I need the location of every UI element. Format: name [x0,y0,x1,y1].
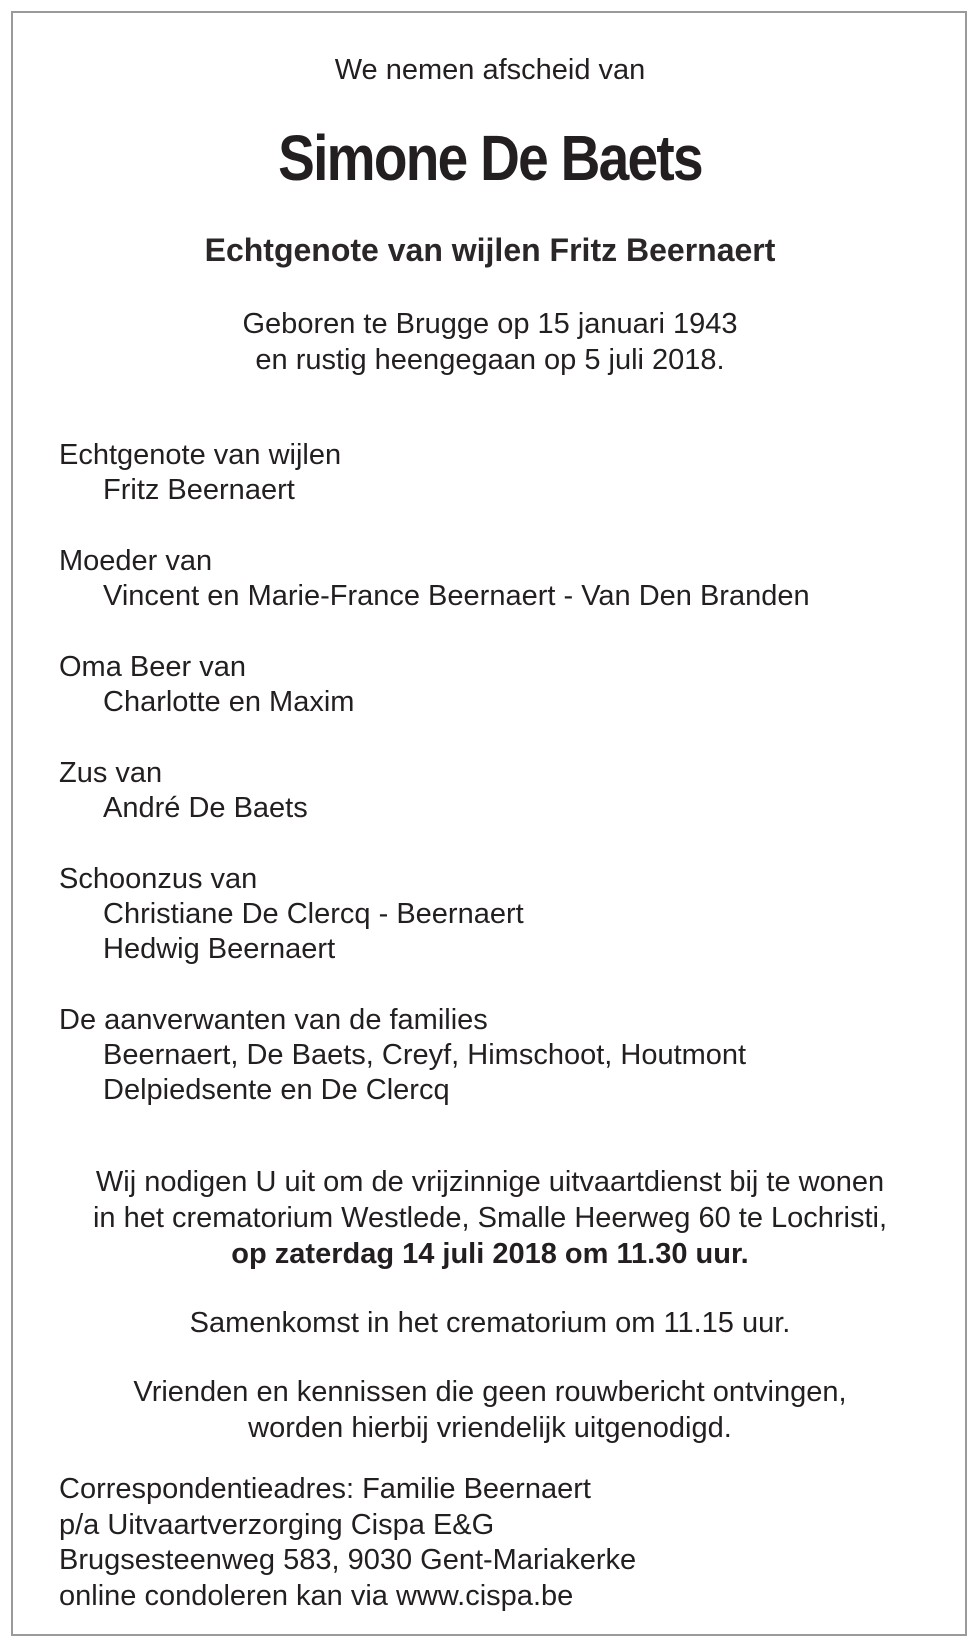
relation-name: Christiane De Clercq - Beernaert [103,898,524,930]
spouse-subtitle: Echtgenote van wijlen Fritz Beernaert [204,232,776,268]
relation-heading: Schoonzus van [59,863,258,895]
funeral-invitation [0,1164,980,1272]
invitation-line: Wij nodigen U uit om de vrijzinnige uitvaartdienst bij te wonen [95,1166,885,1198]
relation-name: André De Baets [103,792,308,824]
relation-name: Vincent en Marie-France Beernaert - Van Den Branden [103,580,810,612]
intro-text: We nemen afscheid van [334,54,646,86]
invitation-date: op zaterdag 14 juli 2018 om 11.30 uur. [231,1238,749,1270]
birth-line: Geboren te Brugge op 15 januari 1943 [242,308,738,340]
relation-heading: Zus van [59,757,163,789]
deceased-name: Simone De Baets [278,122,702,194]
relation-heading: De aanverwanten van de families [59,1004,488,1036]
family-relations [59,438,810,1144]
relation-name: Beernaert, De Baets, Creyf, Himschoot, Houtmont [103,1039,747,1071]
relation-name: Charlotte en Maxim [103,686,355,718]
meeting-text: Samenkomst in het crematorium om 11.15 uur. [189,1307,791,1339]
relation-sister [59,756,810,826]
birth-death-text [0,306,980,378]
correspondence-address [59,1472,636,1614]
correspondence-line: Correspondentieadres: Familie Beernaert [59,1473,591,1505]
correspondence-line: p/a Uitvaartverzorging Cispa E&G [59,1508,495,1541]
relation-name: Fritz Beernaert [103,474,295,506]
relation-mother [59,544,810,614]
relation-name: Hedwig Beernaert [103,933,336,965]
friends-text [0,1374,980,1446]
correspondence-line: Brugsesteenweg 583, 9030 Gent-Mariakerke [59,1544,637,1576]
relation-heading: Oma Beer van [59,651,246,683]
relation-heading: Moeder van [59,545,213,577]
relation-spouse [59,438,810,508]
friends-line: Vrienden en kennissen die geen rouwbericht ontvingen, [133,1376,847,1408]
death-line: en rustig heengegaan op 5 juli 2018. [255,344,725,376]
relation-grandmother [59,650,810,720]
relation-name: Delpiedsente en De Clercq [103,1074,450,1106]
relation-families [59,1003,810,1108]
relation-sister-in-law [59,862,810,967]
friends-line: worden hierbij vriendelijk uitgenodigd. [248,1412,732,1444]
invitation-location: in het crematorium Westlede, Smalle Heerweg 60 te Lochristi, [92,1202,888,1234]
relation-heading: Echtgenote van wijlen [59,439,342,471]
condolence-line: online condoleren kan via www.cispa.be [59,1579,574,1612]
